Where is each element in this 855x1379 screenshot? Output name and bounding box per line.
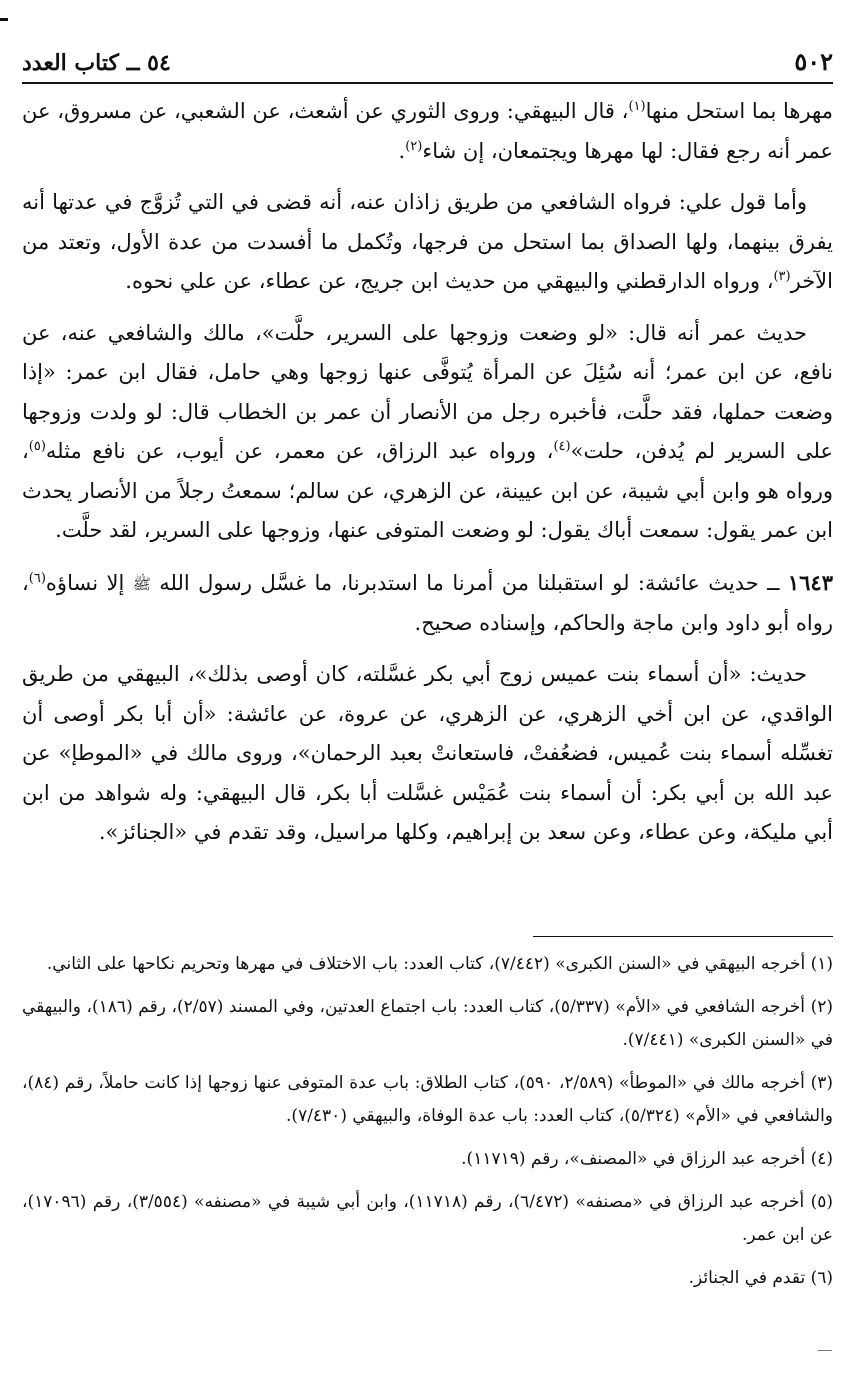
footnote-ref: (٣) <box>773 269 791 284</box>
footnote-1: (١) أخرجه البيهقي في «السنن الكبرى» (٧/٤٤٢)، كتاب العدد: باب الاختلاف في مهرها وتحريم نكاحها على الثاني. <box>46 954 833 974</box>
hadith-entry: ١٦٤٣ ــ حديث عائشة: لو استقبلنا من أمرنا ما استدبرنا، ما غسَّل رسول الله ﷺ إلا نساؤه$^{(٦)}$، رواه أبو داود وابن ماجة والحاكم، وإسناده صحيح. <box>22 569 833 635</box>
footnote-5: (٥) أخرجه عبد الرزاق في «مصنفه» (٦/٤٧٢)، رقم (١١٧١٨)، وابن أبي شيبة في «مصنفه» (٣/٥٥٤)، رقم (١٧٠٩٦)، عن ابن عمر. <box>22 1192 833 1245</box>
footnote-6: (٦) تقدم في الجنائز. <box>688 1268 833 1288</box>
footnote-ref: (٥) <box>28 439 46 454</box>
paragraph-3: حديث عمر أنه قال: «لو وضعت وزوجها على السرير، حلَّت»، مالك والشافعي عنه، عن نافع، عن ابن عمر؛ أنه سُئِلَ عن المرأة يُتوفَّى عنها زوجها وهي حامل، فقال ابن عمر: «إذا وضعت حملها، فقد حلَّت، فأخبره رجل من الأنصار أن عمر بن الخطاب قال: لو ولدت وزوجها على السرير لم يُدفن، حلت»$^{(٤)}$، ورواه عبد الرزاق، عن معمر، عن أيوب، عن نافع مثله$^{(٥)}$، ورواه هو وابن أبي شيبة، عن ابن عيينة، عن الزهري، عن سالم؛ سمعتُ رجلاً من الأنصار يحدث ابن عمر يقول: سمعت أباك يقول: لو وضعت المتوفى عنها، وزوجها على السرير، لقد حلَّت. <box>22 320 833 542</box>
footnote-ref: (١) <box>628 99 646 114</box>
page-number: ٥٠٢ <box>794 47 833 76</box>
footnote-ref: (٦) <box>28 570 46 586</box>
salla-ligature: ﷺ <box>132 574 151 593</box>
footnotes <box>22 948 833 1305</box>
footnote-ref: (٢) <box>405 138 423 154</box>
chapter-title: ٥٤ ــ كتاب العدد <box>22 50 171 76</box>
bottom-mark <box>818 1350 832 1351</box>
hadith-number: ١٦٤٣ <box>787 569 833 595</box>
running-header <box>22 36 833 84</box>
footnote-separator <box>533 936 833 937</box>
paragraph-1: مهرها بما استحل منها$^{(١)}$، قال البيهقي: وروى الثوري عن أشعث، عن الشعبي، عن مسروق، عن عمر أنه رجع فقال: لها مهرها ويجتمعان، إن شاء$^{(٢)}$. <box>22 99 833 163</box>
main-text <box>22 92 833 865</box>
top-mark <box>0 18 8 21</box>
footnote-2: (٢) أخرجه الشافعي في «الأم» (٥/٣٣٧)، كتاب العدد: باب اجتماع العدتين، وفي المسند (٢/٥٧)، رقم (١٨٦)، والبيهقي في «السنن الكبرى» (٧/٤٤١). <box>22 997 833 1050</box>
paragraph-5: حديث: «أن أسماء بنت عميس زوج أبي بكر غسَّلته، كان أوصى بذلك»، البيهقي من طريق الواقدي، عن ابن أخي الزهري، عن الزهري، عن عروة، عن عائشة: «أن أبا بكر أوصى أن تغسِّله أسماء بنت عُميس، فضعُفتْ، فاستعانتْ بعبد الرحمان»، وروى مالك في «الموطإ» عن عبد الله بن أبي بكر: أن أسماء بنت عُمَيْس غسَّلت أبا بكر، قال البيهقي: وله شواهد من ابن أبي مليكة، وعن عطاء، وعن سعد بن إبراهيم، وكلها مراسيل، وقد تقدم في «الجنائز». <box>22 662 833 845</box>
footnote-ref: (٤) <box>553 439 571 454</box>
footnote-3: (٣) أخرجه مالك في «الموطأ» (٢/٥٨٩، ٥٩٠)، كتاب الطلاق: باب عدة المتوفى عنها زوجها إذا كانت حاملاً، رقم (٨٤)، والشافعي في «الأم» (٥/٣٢٤)، كتاب العدد: باب عدة الوفاة، والبيهقي (٧/٤٣٠). <box>22 1073 834 1126</box>
paragraph-2: وأما قول علي: فرواه الشافعي من طريق زاذان عنه، أنه قضى في التي تُزوَّج في عدتها أنه يفرق بينهما، ولها الصداق بما استحل من فرجها، وتُكمل ما أفسدت من عدة الأول، وتعتد من الآخر$^{(٣)}$، ورواه الدارقطني والبيهقي من حديث ابن جريج، عن عطاء، عن علي نحوه. <box>22 190 833 293</box>
footnote-4: (٤) أخرجه عبد الرزاق في «المصنف»، رقم (١١٧١٩). <box>461 1149 833 1169</box>
